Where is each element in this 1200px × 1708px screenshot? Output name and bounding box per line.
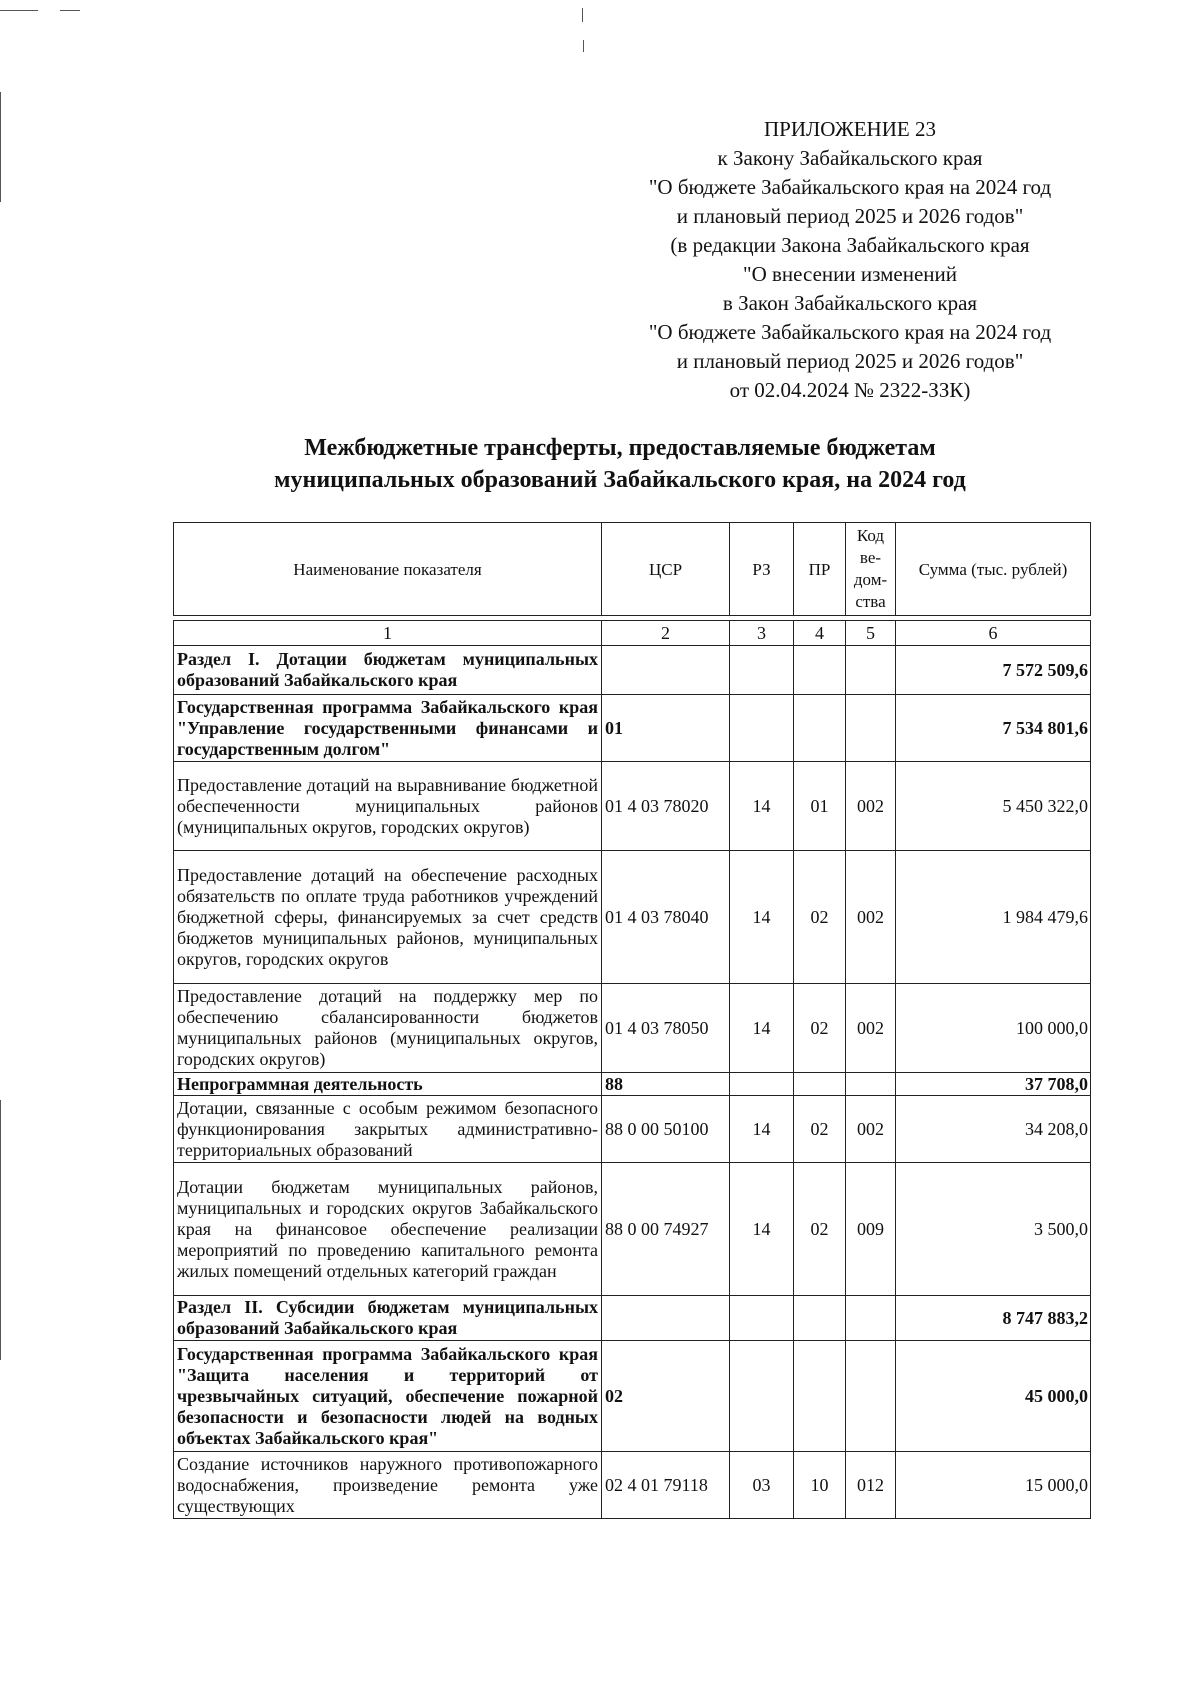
- row-csr-cell: 02: [602, 1341, 730, 1452]
- row-ved-cell: [846, 646, 896, 695]
- table-header: [173, 522, 1091, 616]
- row-csr-cell: 88 0 00 50100: [602, 1096, 730, 1163]
- row-sum-cell: 3 500,0: [896, 1163, 1091, 1296]
- header-pr: ПР: [794, 523, 846, 616]
- row-rz-cell: [730, 1073, 794, 1096]
- table-row: [174, 1096, 1091, 1163]
- row-name-cell: Раздел I. Дотации бюджетам муниципальных образований Забайкальского края: [174, 646, 602, 695]
- row-rz-cell: 14: [730, 1163, 794, 1296]
- row-csr-cell: [602, 1296, 730, 1341]
- row-name-cell: Предоставление дотаций на выравнивание бюджетной обеспеченности муниципальных районов (муниципальных округов, городских округов): [174, 762, 602, 851]
- row-rz-cell: 03: [730, 1452, 794, 1519]
- row-ved-cell: [846, 1296, 896, 1341]
- row-pr-cell: [794, 1296, 846, 1341]
- row-name-cell: Дотации, связанные с особым режимом безопасного функционирования закрытых административно-территориальных образований: [174, 1096, 602, 1163]
- scan-mark: [582, 8, 583, 22]
- row-ved-cell: [846, 1073, 896, 1096]
- table-row: [174, 984, 1091, 1073]
- row-sum-cell: 37 708,0: [896, 1073, 1091, 1096]
- annex-line: ПРИЛОЖЕНИЕ 23: [764, 117, 936, 141]
- row-rz-cell: 14: [730, 762, 794, 851]
- row-pr-cell: 02: [794, 1096, 846, 1163]
- row-name-cell: Дотации бюджетам муниципальных районов, муниципальных и городских округов Забайкальского края на финансовое обеспечение реализации мероприятий по проведению капитального ремонта жилых помещений отдельных категорий граждан: [174, 1163, 602, 1296]
- row-rz-cell: [730, 1296, 794, 1341]
- table-row: [174, 1073, 1091, 1096]
- row-name-cell: Создание источников наружного противопожарного водоснабжения, произведение ремонта уже существующих: [174, 1452, 602, 1519]
- row-ved-cell: 002: [846, 984, 896, 1073]
- row-name-cell: Раздел II. Субсидии бюджетам муниципальных образований Забайкальского края: [174, 1296, 602, 1341]
- column-number: 6: [896, 621, 1091, 646]
- annex-line: в Закон Забайкальского края: [722, 291, 978, 315]
- annex-line: к Закону Забайкальского края: [717, 146, 983, 170]
- column-number-row: [174, 621, 1091, 646]
- annex-line: и плановый период 2025 и 2026 годов": [676, 349, 1024, 373]
- table-row: [174, 851, 1091, 984]
- row-name-cell: Государственная программа Забайкальского края "Управление государственными финансами и государственным долгом": [174, 695, 602, 762]
- row-name-cell: Непрограммная деятельность: [174, 1073, 602, 1096]
- column-number: 5: [846, 621, 896, 646]
- table-row: [174, 762, 1091, 851]
- row-pr-cell: [794, 1341, 846, 1452]
- row-pr-cell: [794, 1073, 846, 1096]
- table-row: [174, 695, 1091, 762]
- row-sum-cell: 7 572 509,6: [896, 646, 1091, 695]
- document-title-line: муниципальных образований Забайкальского края, на 2024 год: [274, 467, 966, 493]
- annex-line: "О бюджете Забайкальского края на 2024 год: [648, 320, 1052, 344]
- row-name-cell: Государственная программа Забайкальского края "Защита населения и территорий от чрезвычайных ситуаций, обеспечение пожарной безопасности и безопасности людей на водных объектах Забайкальского края": [174, 1341, 602, 1452]
- row-ved-cell: 002: [846, 1096, 896, 1163]
- table-row: [174, 646, 1091, 695]
- row-ved-cell: [846, 1341, 896, 1452]
- row-csr-cell: 01 4 03 78050: [602, 984, 730, 1073]
- annex-line: (в редакции Закона Забайкальского края: [670, 233, 1030, 257]
- annex-line: и плановый период 2025 и 2026 годов": [676, 204, 1024, 228]
- header-ved: Код ве-дом-ства: [846, 523, 896, 616]
- row-rz-cell: 14: [730, 851, 794, 984]
- column-number: 1: [174, 621, 602, 646]
- scan-mark: [0, 10, 38, 11]
- row-csr-cell: 01: [602, 695, 730, 762]
- annex-line: "О бюджете Забайкальского края на 2024 год: [648, 175, 1052, 199]
- row-ved-cell: 009: [846, 1163, 896, 1296]
- header-csr: ЦСР: [602, 523, 730, 616]
- row-pr-cell: 02: [794, 984, 846, 1073]
- header-sum: Сумма (тыс. рублей): [896, 523, 1091, 616]
- row-name-cell: Предоставление дотаций на обеспечение расходных обязательств по оплате труда работников учреждений бюджетной сферы, финансируемых за счет средств бюджетов муниципальных районов, муниципальных округов, городских округов: [174, 851, 602, 984]
- annex-header: [600, 115, 1100, 405]
- row-ved-cell: 012: [846, 1452, 896, 1519]
- row-pr-cell: 10: [794, 1452, 846, 1519]
- row-pr-cell: [794, 646, 846, 695]
- row-pr-cell: 02: [794, 851, 846, 984]
- document-title-line: Межбюджетные трансферты, предоставляемые бюджетам: [304, 435, 936, 461]
- row-csr-cell: 01 4 03 78040: [602, 851, 730, 984]
- scan-mark: [0, 1100, 1, 1360]
- header-rz: РЗ: [730, 523, 794, 616]
- scan-mark: [60, 10, 80, 11]
- row-csr-cell: 88 0 00 74927: [602, 1163, 730, 1296]
- table-row: [174, 1452, 1091, 1519]
- row-ved-cell: [846, 695, 896, 762]
- row-name-cell: Предоставление дотаций на поддержку мер по обеспечению сбалансированности бюджетов муниципальных районов (муниципальных округов, городских округов): [174, 984, 602, 1073]
- scan-mark: [583, 40, 584, 52]
- row-rz-cell: [730, 695, 794, 762]
- column-number: 3: [730, 621, 794, 646]
- table-row: [174, 1296, 1091, 1341]
- row-pr-cell: 02: [794, 1163, 846, 1296]
- row-csr-cell: 88: [602, 1073, 730, 1096]
- row-pr-cell: [794, 695, 846, 762]
- column-number: 4: [794, 621, 846, 646]
- document-title: [180, 432, 1060, 496]
- row-sum-cell: 8 747 883,2: [896, 1296, 1091, 1341]
- row-csr-cell: 01 4 03 78020: [602, 762, 730, 851]
- row-sum-cell: 5 450 322,0: [896, 762, 1091, 851]
- row-rz-cell: [730, 646, 794, 695]
- scan-mark: [0, 92, 1, 202]
- row-pr-cell: 01: [794, 762, 846, 851]
- row-sum-cell: 7 534 801,6: [896, 695, 1091, 762]
- row-csr-cell: [602, 646, 730, 695]
- table-row: [174, 1163, 1091, 1296]
- row-ved-cell: 002: [846, 762, 896, 851]
- budget-table: [173, 620, 1091, 1519]
- row-sum-cell: 45 000,0: [896, 1341, 1091, 1452]
- row-rz-cell: 14: [730, 1096, 794, 1163]
- column-number: 2: [602, 621, 730, 646]
- row-sum-cell: 34 208,0: [896, 1096, 1091, 1163]
- header-name: Наименование показателя: [174, 523, 602, 616]
- row-ved-cell: 002: [846, 851, 896, 984]
- row-sum-cell: 100 000,0: [896, 984, 1091, 1073]
- row-sum-cell: 15 000,0: [896, 1452, 1091, 1519]
- row-rz-cell: 14: [730, 984, 794, 1073]
- annex-line: от 02.04.2024 № 2322-ЗЗК): [729, 378, 971, 402]
- row-sum-cell: 1 984 479,6: [896, 851, 1091, 984]
- row-csr-cell: 02 4 01 79118: [602, 1452, 730, 1519]
- table-row: [174, 1341, 1091, 1452]
- annex-line: "О внесении изменений: [743, 262, 957, 286]
- row-rz-cell: [730, 1341, 794, 1452]
